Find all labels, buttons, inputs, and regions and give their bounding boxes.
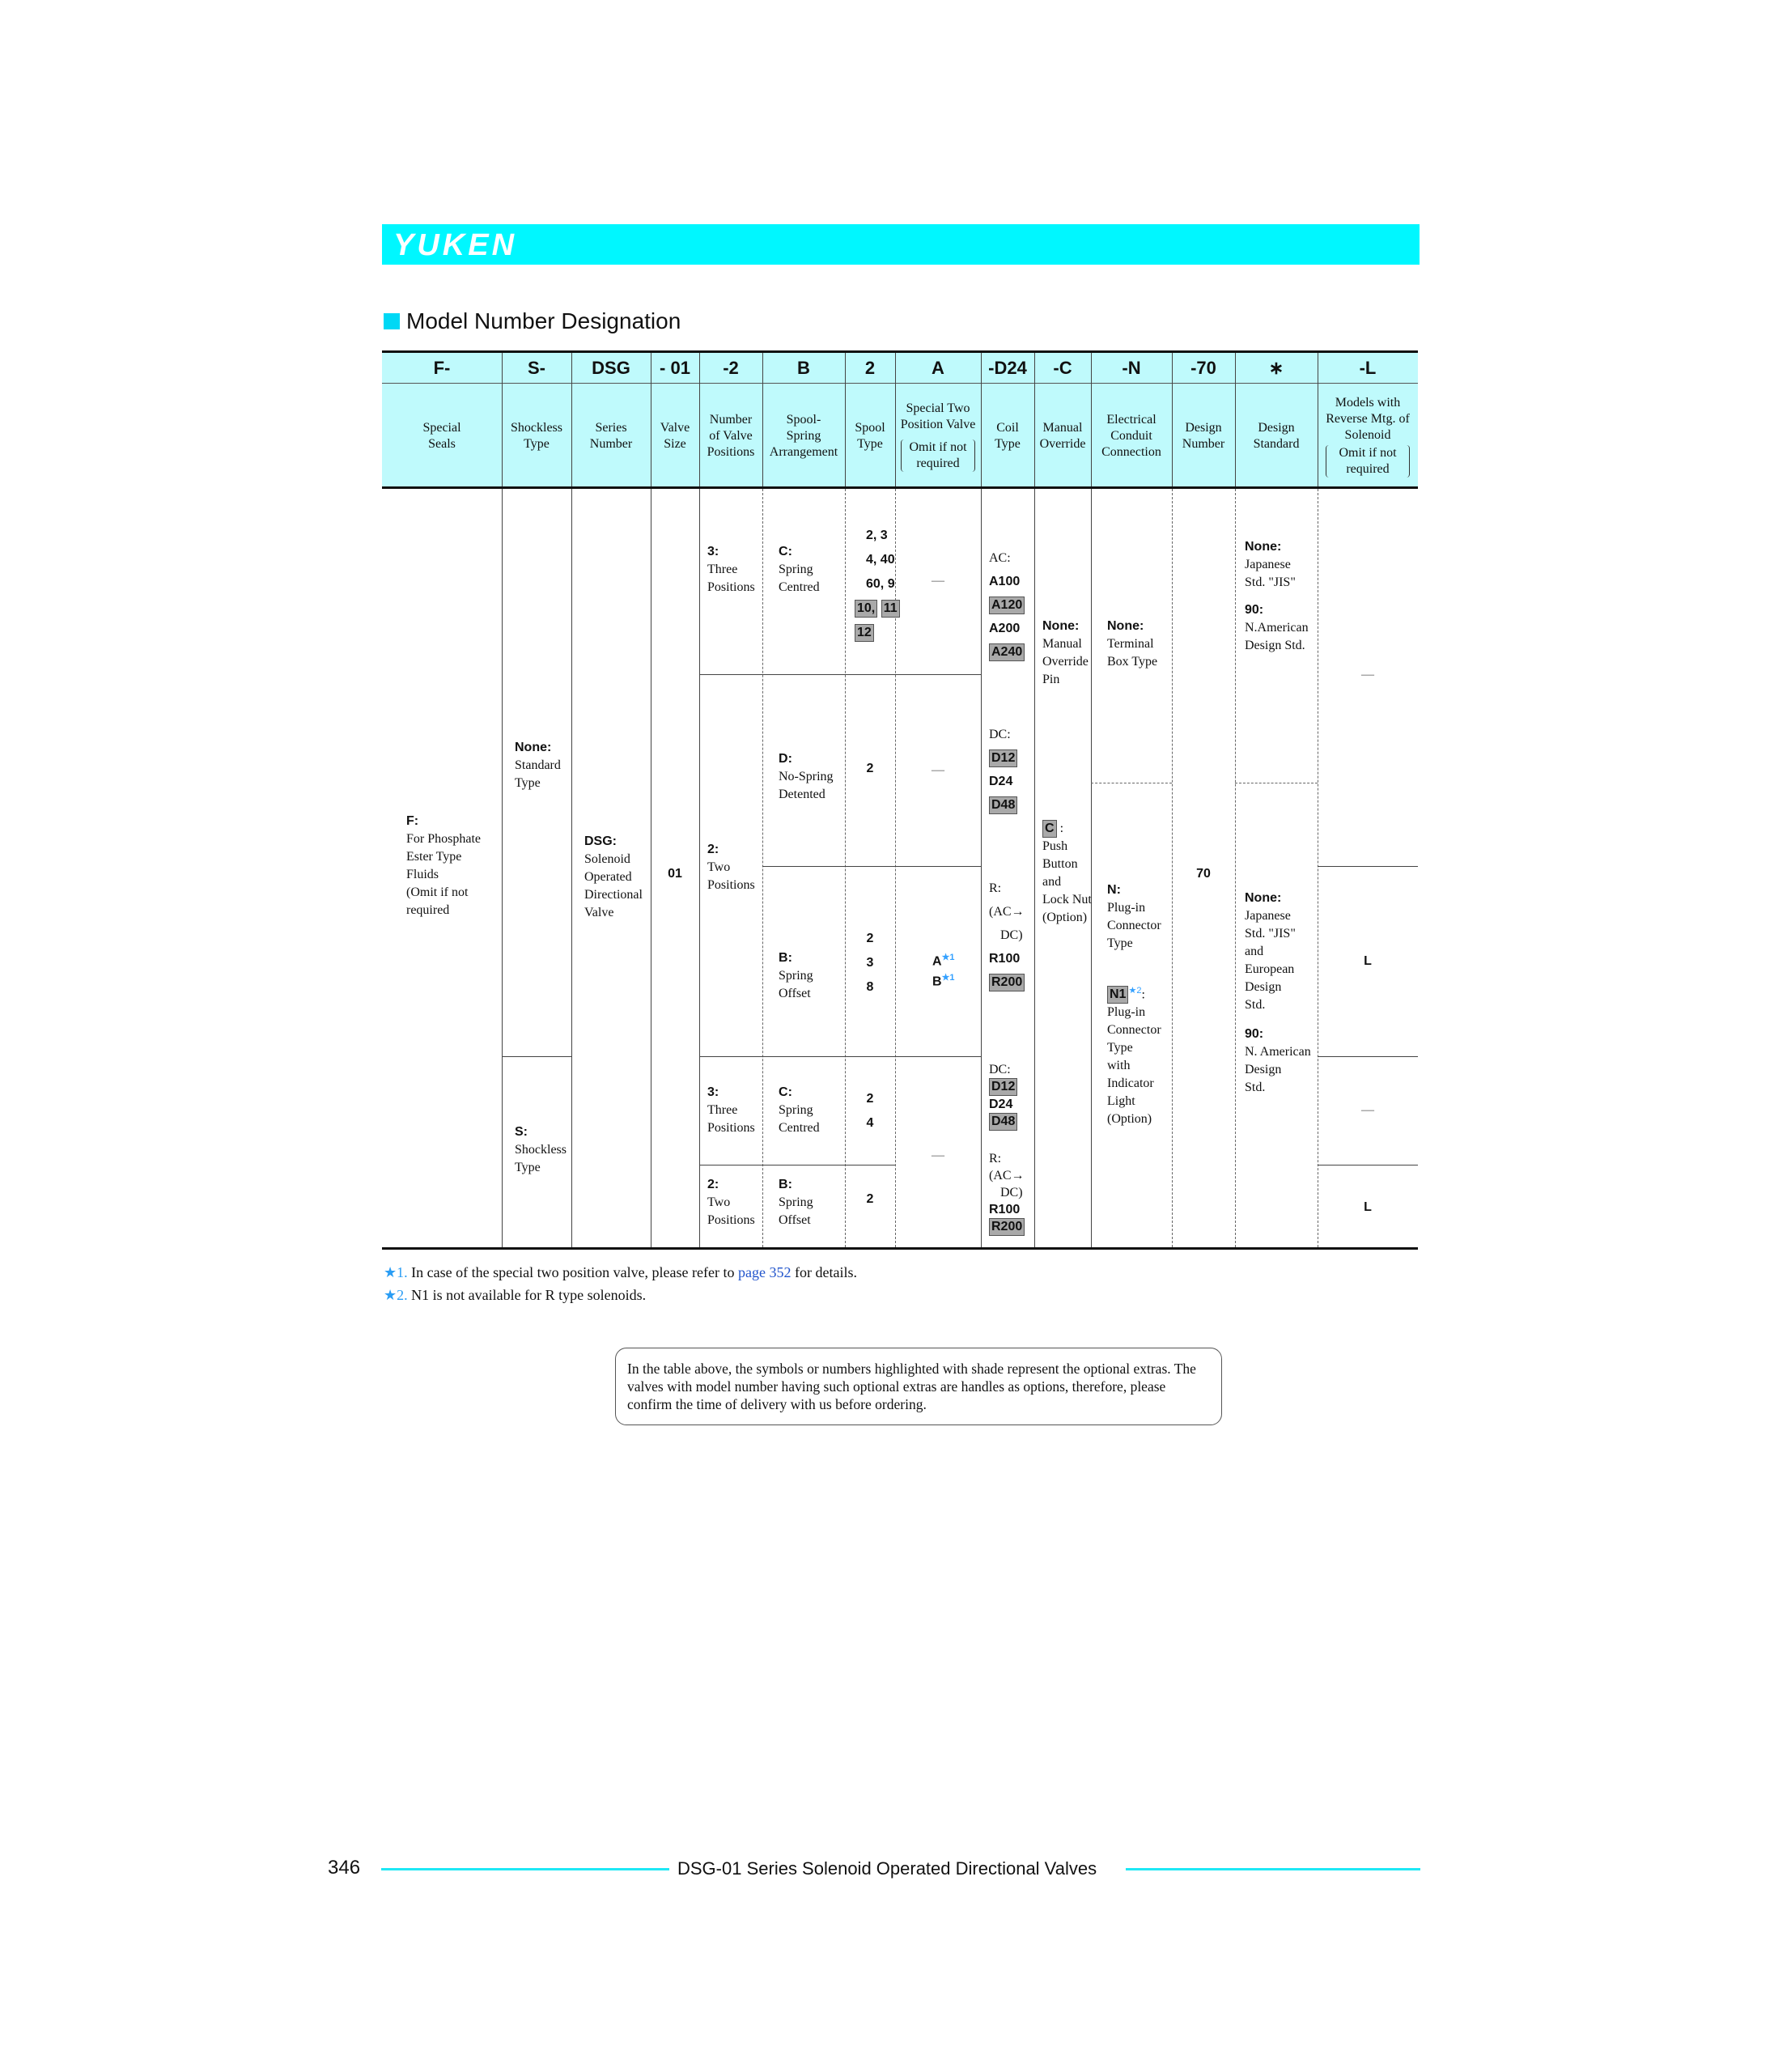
positions-two-bottom: 2: Two Positions bbox=[707, 1178, 755, 1227]
design-standard-top: None: Japanese Std. "JIS" 90: N.American Design Std. bbox=[1245, 540, 1309, 652]
brand-bar bbox=[382, 224, 1420, 265]
page-number: 346 bbox=[328, 1857, 361, 1879]
desc-electrical: Electrical Conduit Connection bbox=[1101, 413, 1161, 459]
electrical-plug-in-light: N1 $^{★2}$: Plug-in Connector Type with Indicator Light (Option) bbox=[1107, 986, 1161, 1127]
spool-type-b-bottom: 2 bbox=[866, 1192, 874, 1206]
section-title-text: Model Number Designation bbox=[406, 308, 681, 333]
desc-shockless: Shockless Type bbox=[511, 421, 562, 451]
reverse-dash-top: — bbox=[1361, 668, 1374, 681]
footnotes bbox=[384, 1261, 857, 1306]
reverse-dash-bottom: — bbox=[1361, 1103, 1374, 1117]
square-bullet-icon bbox=[384, 313, 400, 329]
spool-types-b-mid: 2 3 8 bbox=[866, 932, 874, 994]
manual-override-push-button: C : Push Button and Lock Nut (Option) bbox=[1042, 822, 1092, 924]
electrical-plug-in: N: Plug-in Connector Type bbox=[1107, 883, 1161, 950]
coil-r-group: R: (AC→ DC) R100 R200 bbox=[989, 877, 1025, 994]
optional-extras-note: In the table above, the symbols or numbers highlighted with shade represent the optional extras. The valves with model number having such optional extras are handles as options, therefore, please confirm the time of delivery with us before ordering. bbox=[615, 1348, 1222, 1425]
footer-rule-left bbox=[381, 1868, 669, 1870]
code-special-two-position: A bbox=[932, 358, 944, 378]
design-standard-bottom: None: Japanese Std. "JIS" and European Design Std. 90: N. American Design Std. bbox=[1245, 891, 1311, 1094]
positions-two-mid: 2: Two Positions bbox=[707, 843, 755, 892]
footer-title: DSG-01 Series Solenoid Operated Directional Valves bbox=[677, 1858, 1097, 1879]
yuken-logo: YUKEN bbox=[393, 228, 518, 262]
spring-centred-top: C: Spring Centred bbox=[779, 545, 820, 594]
design-number-cell: 70 bbox=[1196, 867, 1211, 881]
section-title bbox=[384, 308, 681, 334]
desc-design-number: Design Number bbox=[1182, 421, 1225, 451]
special-two-position-ab: $A^{★1}$ $B^{★1}$ bbox=[932, 953, 955, 989]
header-code-rule bbox=[382, 383, 1418, 384]
code-series: DSG bbox=[592, 358, 630, 378]
footnote-2: ★2. N1 is not available for R type solenoids. bbox=[384, 1287, 647, 1303]
special-dash-d: — bbox=[932, 763, 944, 777]
electrical-terminal-box: None: Terminal Box Type bbox=[1107, 619, 1158, 669]
shockless-s-cell: S: Shockless Type bbox=[515, 1125, 567, 1174]
code-manual-override: -C bbox=[1053, 358, 1072, 378]
footnote-1: ★1. In case of the special two position valve, please refer to page 352 for details. bbox=[384, 1264, 857, 1280]
coil-ac-group: AC: A100 A120 A200 A240 bbox=[989, 546, 1025, 664]
footer-rule-right bbox=[1126, 1868, 1420, 1870]
code-valve-size: - 01 bbox=[660, 358, 690, 378]
desc-spool-type: Spool Type bbox=[855, 421, 885, 451]
code-positions: -2 bbox=[723, 358, 739, 378]
special-dash-bottom: — bbox=[932, 1149, 944, 1162]
desc-manual-override: Manual Override bbox=[1039, 421, 1086, 451]
page-352-link[interactable]: page 352 bbox=[738, 1264, 792, 1280]
desc-reverse-mtg: Models with Reverse Mtg. of Solenoid Omit if not required bbox=[1326, 396, 1410, 476]
reverse-l-mid: L bbox=[1364, 954, 1372, 968]
spring-offset-bottom: B: Spring Offset bbox=[779, 1178, 813, 1227]
code-spool-type: 2 bbox=[864, 358, 876, 378]
shockless-none-cell: None: Standard Type bbox=[515, 741, 561, 790]
desc-series: Series Number bbox=[589, 421, 633, 451]
manual-override-none: None: Manual Override Pin bbox=[1042, 619, 1089, 686]
page-footer bbox=[328, 1853, 1420, 1886]
table-bottom-rule bbox=[382, 1247, 1418, 1250]
model-designation-table bbox=[382, 350, 1418, 1249]
table-top-rule bbox=[382, 350, 1418, 353]
coil-dc-group-bottom: DC: D12 D24 D48 bbox=[989, 1061, 1017, 1131]
positions-three-top: 3: Three Positions bbox=[707, 545, 755, 594]
coil-dc-group: DC: D12 D24 D48 bbox=[989, 723, 1017, 817]
code-electrical: -N bbox=[1122, 358, 1141, 378]
desc-coil-type: Coil Type bbox=[995, 421, 1021, 451]
code-coil-type: -D24 bbox=[988, 358, 1027, 378]
desc-special-seals: Special Seals bbox=[422, 421, 461, 451]
code-design-standard: ∗ bbox=[1268, 358, 1284, 378]
coil-r-group-bottom: R: (AC→ DC) R100 R200 bbox=[989, 1150, 1025, 1236]
desc-positions: Number of Valve Positions bbox=[707, 413, 755, 459]
desc-valve-size: Valve Size bbox=[660, 421, 690, 451]
desc-design-standard: Design Standard bbox=[1253, 421, 1300, 451]
seals-cell: F: For Phosphate Ester Type Fluids (Omit if not required bbox=[406, 814, 481, 917]
special-dash-top: — bbox=[932, 574, 944, 588]
code-shockless: S- bbox=[528, 358, 545, 378]
spring-centred-bottom: C: Spring Centred bbox=[779, 1085, 820, 1135]
positions-three-bottom: 3: Three Positions bbox=[707, 1085, 755, 1135]
desc-spool-spring: Spool- Spring Arrangement bbox=[769, 413, 838, 459]
code-spool-spring: B bbox=[797, 358, 810, 378]
spool-types-top: 2, 3 4, 40 60, 9 10, 11 12 bbox=[855, 524, 900, 645]
valve-size-cell: 01 bbox=[668, 867, 682, 881]
desc-special-two-position: Special Two Position Valve Omit if not required bbox=[900, 401, 976, 470]
spool-types-c-bottom: 2 4 bbox=[866, 1092, 874, 1130]
code-reverse-mtg: -L bbox=[1359, 358, 1377, 378]
code-special-seals: F- bbox=[433, 358, 451, 378]
spring-no-spring-detented: D: No-Spring Detented bbox=[779, 752, 834, 801]
code-design-number: -70 bbox=[1190, 358, 1216, 378]
spool-type-d: 2 bbox=[866, 762, 874, 775]
series-cell: DSG: Solenoid Operated Directional Valve bbox=[584, 834, 643, 919]
reverse-l-bottom: L bbox=[1364, 1200, 1372, 1214]
spring-offset-mid: B: Spring Offset bbox=[779, 951, 813, 1000]
